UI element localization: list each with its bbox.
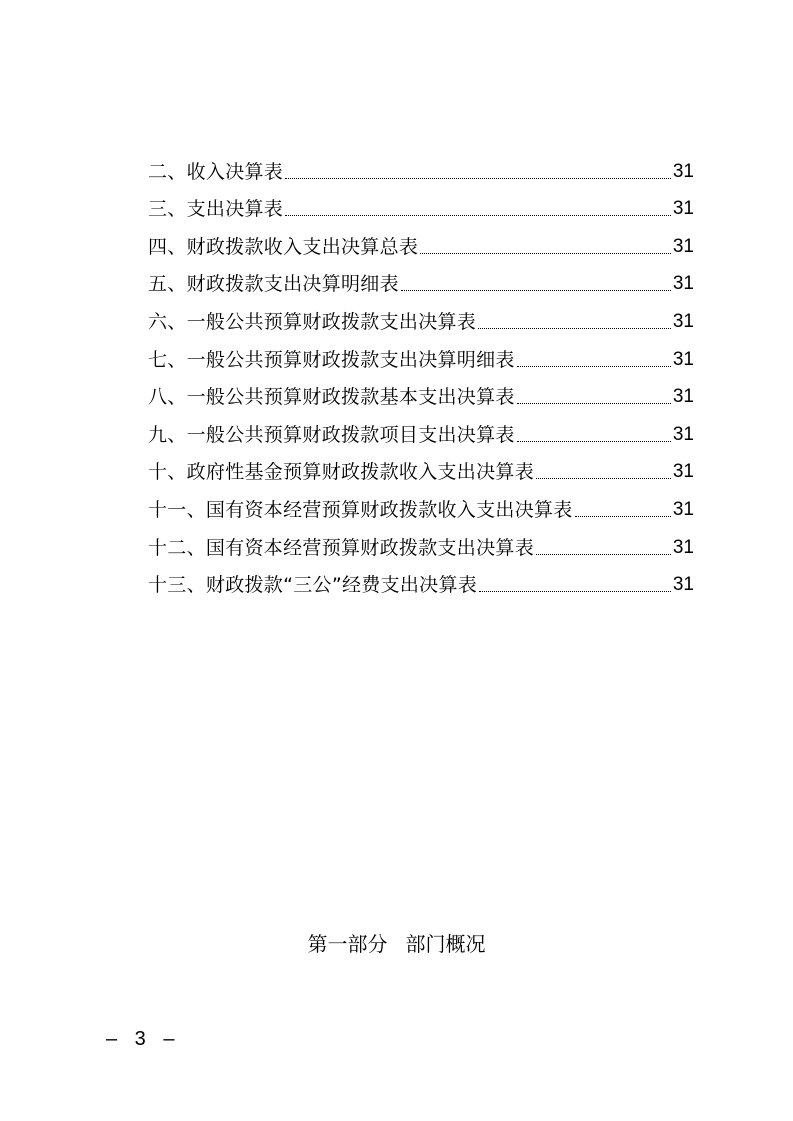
toc-leader-dots — [420, 253, 671, 254]
toc-entry[interactable] — [148, 147, 694, 185]
toc-entry-page: 31 — [672, 536, 694, 558]
toc-entry-page: 31 — [672, 386, 694, 408]
toc-leader-dots — [478, 328, 671, 329]
toc-entry[interactable] — [148, 448, 694, 486]
toc-entry-title: 五、财政拨款支出决算明细表 — [148, 273, 399, 296]
toc-entry-page: 31 — [672, 423, 694, 445]
table-of-contents — [148, 147, 694, 598]
part-heading — [0, 930, 793, 958]
toc-entry-page: 31 — [672, 461, 694, 483]
toc-entry[interactable] — [148, 523, 694, 561]
part-label: 第一部分 — [307, 932, 388, 956]
toc-entry[interactable] — [148, 410, 694, 448]
toc-entry-page: 31 — [672, 235, 694, 257]
part-title: 部门概况 — [405, 932, 486, 956]
toc-leader-dots — [479, 591, 671, 592]
toc-entry[interactable] — [148, 373, 694, 411]
toc-leader-dots — [517, 366, 671, 367]
toc-leader-dots — [517, 441, 671, 442]
toc-entry-title: 六、一般公共预算财政拨款支出决算表 — [148, 310, 477, 333]
toc-leader-dots — [536, 478, 671, 479]
toc-entry[interactable] — [148, 222, 694, 260]
toc-entry-page: 31 — [672, 310, 694, 332]
toc-entry[interactable] — [148, 297, 694, 335]
toc-entry-title: 十二、国有资本经营预算财政拨款支出决算表 — [148, 536, 535, 559]
toc-leader-dots — [401, 290, 671, 291]
toc-entry-page: 31 — [672, 348, 694, 370]
toc-entry-page: 31 — [672, 498, 694, 520]
toc-leader-dots — [517, 403, 671, 404]
toc-entry-page: 31 — [672, 574, 694, 596]
toc-leader-dots — [285, 215, 671, 216]
toc-entry[interactable] — [148, 561, 694, 599]
toc-entry-page: 31 — [672, 273, 694, 295]
toc-entry-title: 二、收入决算表 — [148, 160, 284, 183]
toc-entry-title: 七、一般公共预算财政拨款支出决算明细表 — [148, 348, 515, 371]
toc-entry-page: 31 — [672, 160, 694, 182]
toc-entry-title: 十三、财政拨款“三公”经费支出决算表 — [148, 574, 478, 597]
toc-entry[interactable] — [148, 185, 694, 223]
toc-entry[interactable] — [148, 335, 694, 373]
toc-leader-dots — [536, 554, 671, 555]
toc-entry[interactable] — [148, 485, 694, 523]
toc-entry-title: 四、财政拨款收入支出决算总表 — [148, 235, 419, 258]
toc-entry-title: 十、政府性基金预算财政拨款收入支出决算表 — [148, 461, 535, 484]
toc-entry[interactable] — [148, 260, 694, 298]
toc-entry-title: 三、支出决算表 — [148, 198, 284, 221]
toc-leader-dots — [285, 178, 671, 179]
toc-entry-title: 十一、国有资本经营预算财政拨款收入支出决算表 — [148, 498, 573, 521]
toc-entry-page: 31 — [672, 198, 694, 220]
toc-leader-dots — [575, 516, 671, 517]
toc-entry-title: 八、一般公共预算财政拨款基本支出决算表 — [148, 386, 515, 409]
page-number: – 3 – — [106, 1028, 181, 1050]
toc-entry-title: 九、一般公共预算财政拨款项目支出决算表 — [148, 423, 515, 446]
